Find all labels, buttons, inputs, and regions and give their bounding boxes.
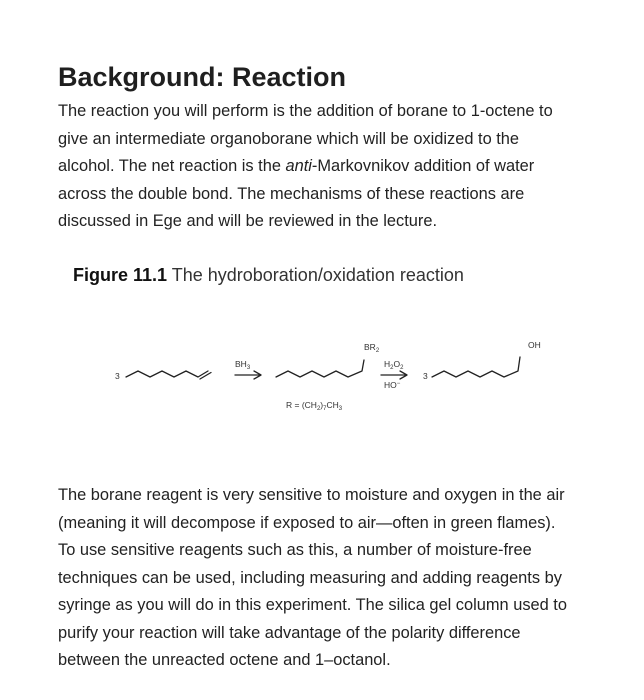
paragraph-line: The reaction you will perform is the addition of borane to 1-octene to [58, 102, 553, 120]
paragraph-line: purify your reaction will take advantage of the polarity difference [58, 623, 521, 642]
paragraph-line: syringe as you will do in this experiment. The silica gel column used to [58, 596, 567, 614]
paragraph-line: (meaning it will decompose if exposed to air—often in green flames). [58, 513, 556, 532]
figure-number: Figure 11.1 [73, 265, 168, 285]
paragraph-line [58, 153, 624, 181]
octene-chain [126, 371, 208, 377]
text-segment: alcohol. The net reaction is the [58, 157, 286, 175]
paragraph-line: techniques can be used, including measuring and adding reagents by [58, 568, 562, 587]
paragraph-line: discussed in Ege and will be reviewed in the lecture. [58, 212, 438, 230]
reaction-scheme [100, 330, 570, 420]
figure-title: The hydroboration/oxidation reaction [171, 265, 464, 285]
organoborane-chain [276, 360, 364, 377]
reagent-peroxide: $H_2O_2$ [384, 359, 404, 371]
chain-label: 3 [423, 371, 428, 381]
paragraph-line: across the double bond. The mechanisms of these reactions are [58, 184, 525, 203]
paragraph-line: The borane reagent is very sensitive to moisture and oxygen in the air [58, 486, 565, 504]
figure-caption [73, 265, 464, 286]
paragraph-line: To use sensitive reagents such as this, a number of moisture-free [58, 541, 532, 559]
octanol-chain [432, 357, 520, 377]
paragraph-line: give an intermediate organoborane which will be oxidized to the [58, 129, 520, 148]
paragraph-line: between the unreacted octene and 1–octanol. [58, 651, 391, 669]
intro-paragraph [58, 98, 624, 236]
anti-emphasis: anti [285, 157, 312, 175]
hydroxyl-group: OH [528, 340, 541, 350]
section-heading: Background: Reaction [58, 62, 347, 92]
reagent-hydroxide: HO− [384, 380, 401, 390]
text-segment: -Markovnikov addition of water [311, 157, 535, 175]
double-bond [200, 373, 211, 380]
reagent-borane: $BH_3$ [235, 359, 251, 371]
br2-group: $BR_2$ [364, 342, 380, 354]
chain-label: 3 [115, 371, 120, 381]
borane-paragraph [58, 482, 624, 675]
r-group-definition: $R = (CH_2)_7CH_3$ [286, 400, 343, 412]
